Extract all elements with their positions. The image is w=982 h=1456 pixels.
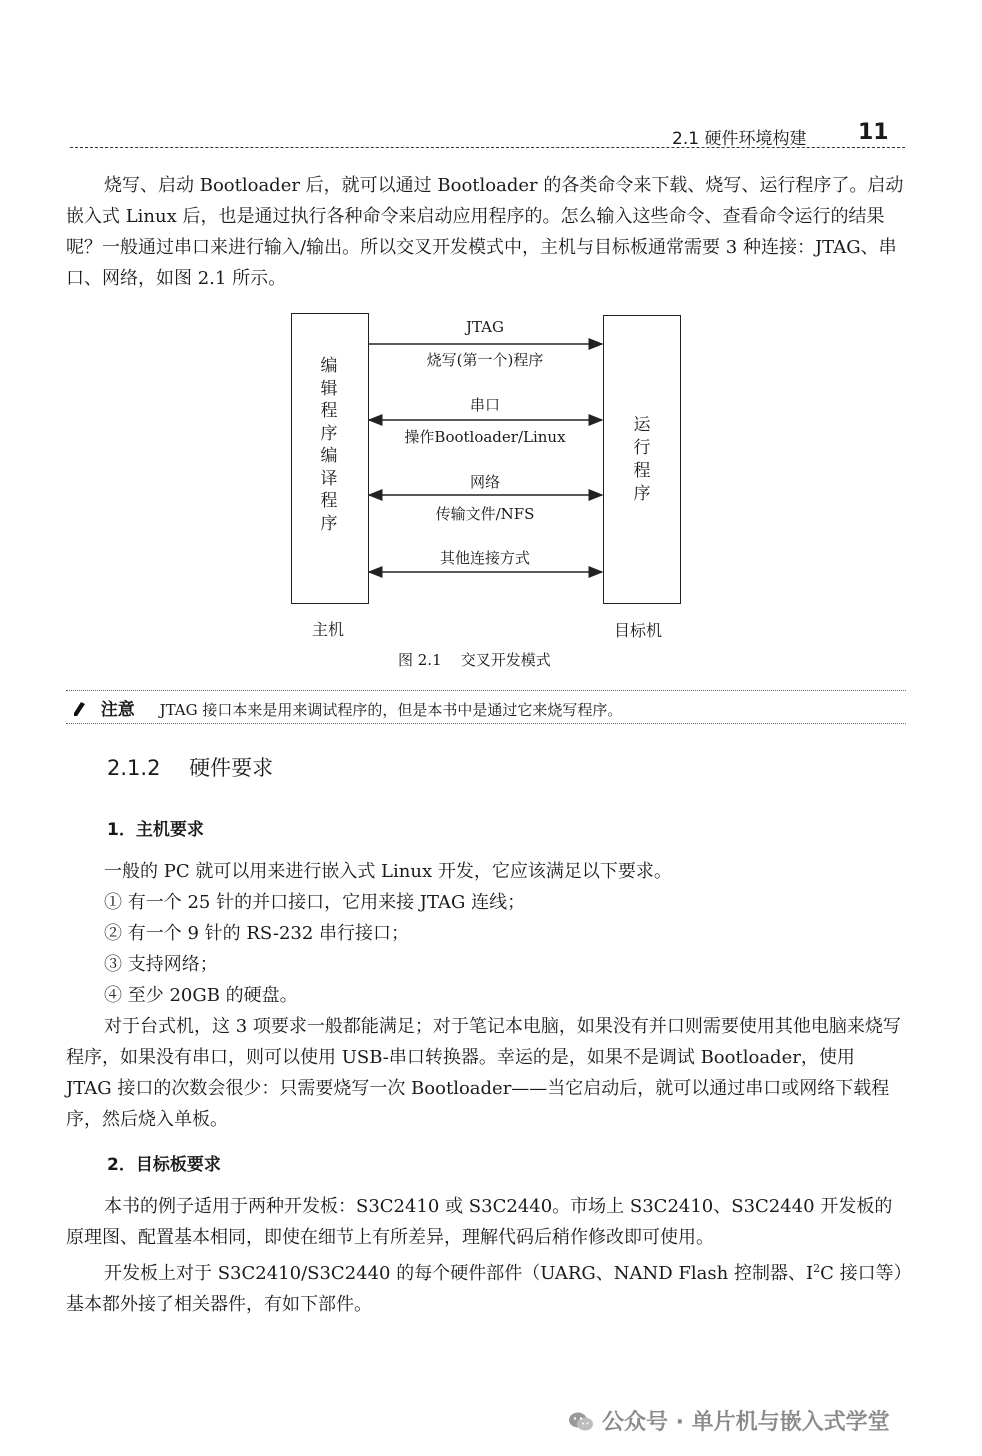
page-number: 11 xyxy=(858,120,889,145)
host-req-item-4: ④ 至少 20GB 的硬盘。 xyxy=(104,985,298,1006)
target-req-paragraph-1: 本书的例子适用于两种开发板：S3C2410 或 S3C2440。市场上 S3C2410、S3C2440 开发板的原理图、配置基本相同，即使在细节上有所差异，理解代码后稍作修改即可使用。 xyxy=(66,1196,893,1248)
host-req-lead: 一般的 PC 就可以用来进行嵌入式 Linux 开发，它应该满足以下要求。 xyxy=(104,861,672,882)
host-label: 主机 xyxy=(312,620,345,639)
target-req-heading: 2．目标板要求 xyxy=(107,1155,221,1175)
note-text: JTAG 接口本来是用来调试程序的，但是本书中是通过它来烧写程序。 xyxy=(159,701,623,719)
serial-label: 串口 xyxy=(469,396,500,414)
target-req-paragraph-2: 开发板上对于 S3C2410/S3C2440 的每个硬件部件（UARG、NAND Flash 控制器、$I^2C$ 接口等）基本都外接了相关器件，有如下部件。 xyxy=(66,1262,903,1315)
figure-caption: 图 2.1 交叉开发模式 xyxy=(398,651,551,669)
target-box-text: 运行程序 xyxy=(633,415,651,504)
host-req-paragraph: 对于台式机，这 3 项要求一般都能满足；对于笔记本电脑，如果没有并口则需要使用其他电脑来烧写程序，如果没有串口，则可以使用 USB-串口转换器。幸运的是，如果不是调试 Bootloader，使用 JTAG 接口的次数会很少：只需要烧写一次 Bootloader——当它启动后，就可以通过串口或网络下载程序，然后烧入单板。 xyxy=(66,1016,901,1130)
note-label: 注意 xyxy=(100,700,135,720)
host-box-text: 编辑程序编译程序 xyxy=(320,356,338,534)
watermark xyxy=(568,1405,890,1436)
running-header: 2.1 硬件环境构建 xyxy=(672,129,807,149)
wechat-icon xyxy=(568,1411,594,1433)
host-req-item-3: ③ 支持网络； xyxy=(104,954,218,975)
target-req-body xyxy=(66,1191,906,1320)
target-label: 目标机 xyxy=(614,621,663,640)
section-heading xyxy=(107,752,273,782)
network-desc: 传输文件/NFS xyxy=(435,505,535,523)
note-box xyxy=(72,695,622,720)
host-req-item-2: ② 有一个 9 针的 RS-232 串行接口； xyxy=(104,923,410,944)
host-req-heading: 1．主机要求 xyxy=(107,820,204,840)
section-number: 2.1.2 xyxy=(107,756,161,780)
jtag-label: JTAG xyxy=(465,318,504,336)
host-req-item-1: ① 有一个 25 针的并口接口，它用来接 JTAG 连线； xyxy=(104,892,526,913)
watermark-text: 公众号 · 单片机与嵌入式学堂 xyxy=(602,1410,890,1435)
note-bottom-rule xyxy=(66,723,906,724)
host-req-body xyxy=(66,856,906,1135)
section-title: 硬件要求 xyxy=(189,756,274,780)
note-top-rule xyxy=(66,690,906,691)
network-label: 网络 xyxy=(469,473,500,491)
pen-icon xyxy=(72,701,86,717)
jtag-desc: 烧写(第一个)程序 xyxy=(426,351,544,369)
other-label: 其他连接方式 xyxy=(439,549,530,567)
intro-text: 烧写、启动 Bootloader 后，就可以通过 Bootloader 的各类命令来下载、烧写、运行程序了。启动嵌入式 Linux 后，也是通过执行各种命令来启动应用程序的。怎么输入这些命令、查看命令运行的结果呢？一般通过串口来进行输入/输出。所以交叉开发模式中，主机与目标板通常需要 3 种连接：JTAG、串口、网络，如图 2.1 所示。 xyxy=(66,175,904,289)
serial-desc: 操作Bootloader/Linux xyxy=(404,428,566,446)
